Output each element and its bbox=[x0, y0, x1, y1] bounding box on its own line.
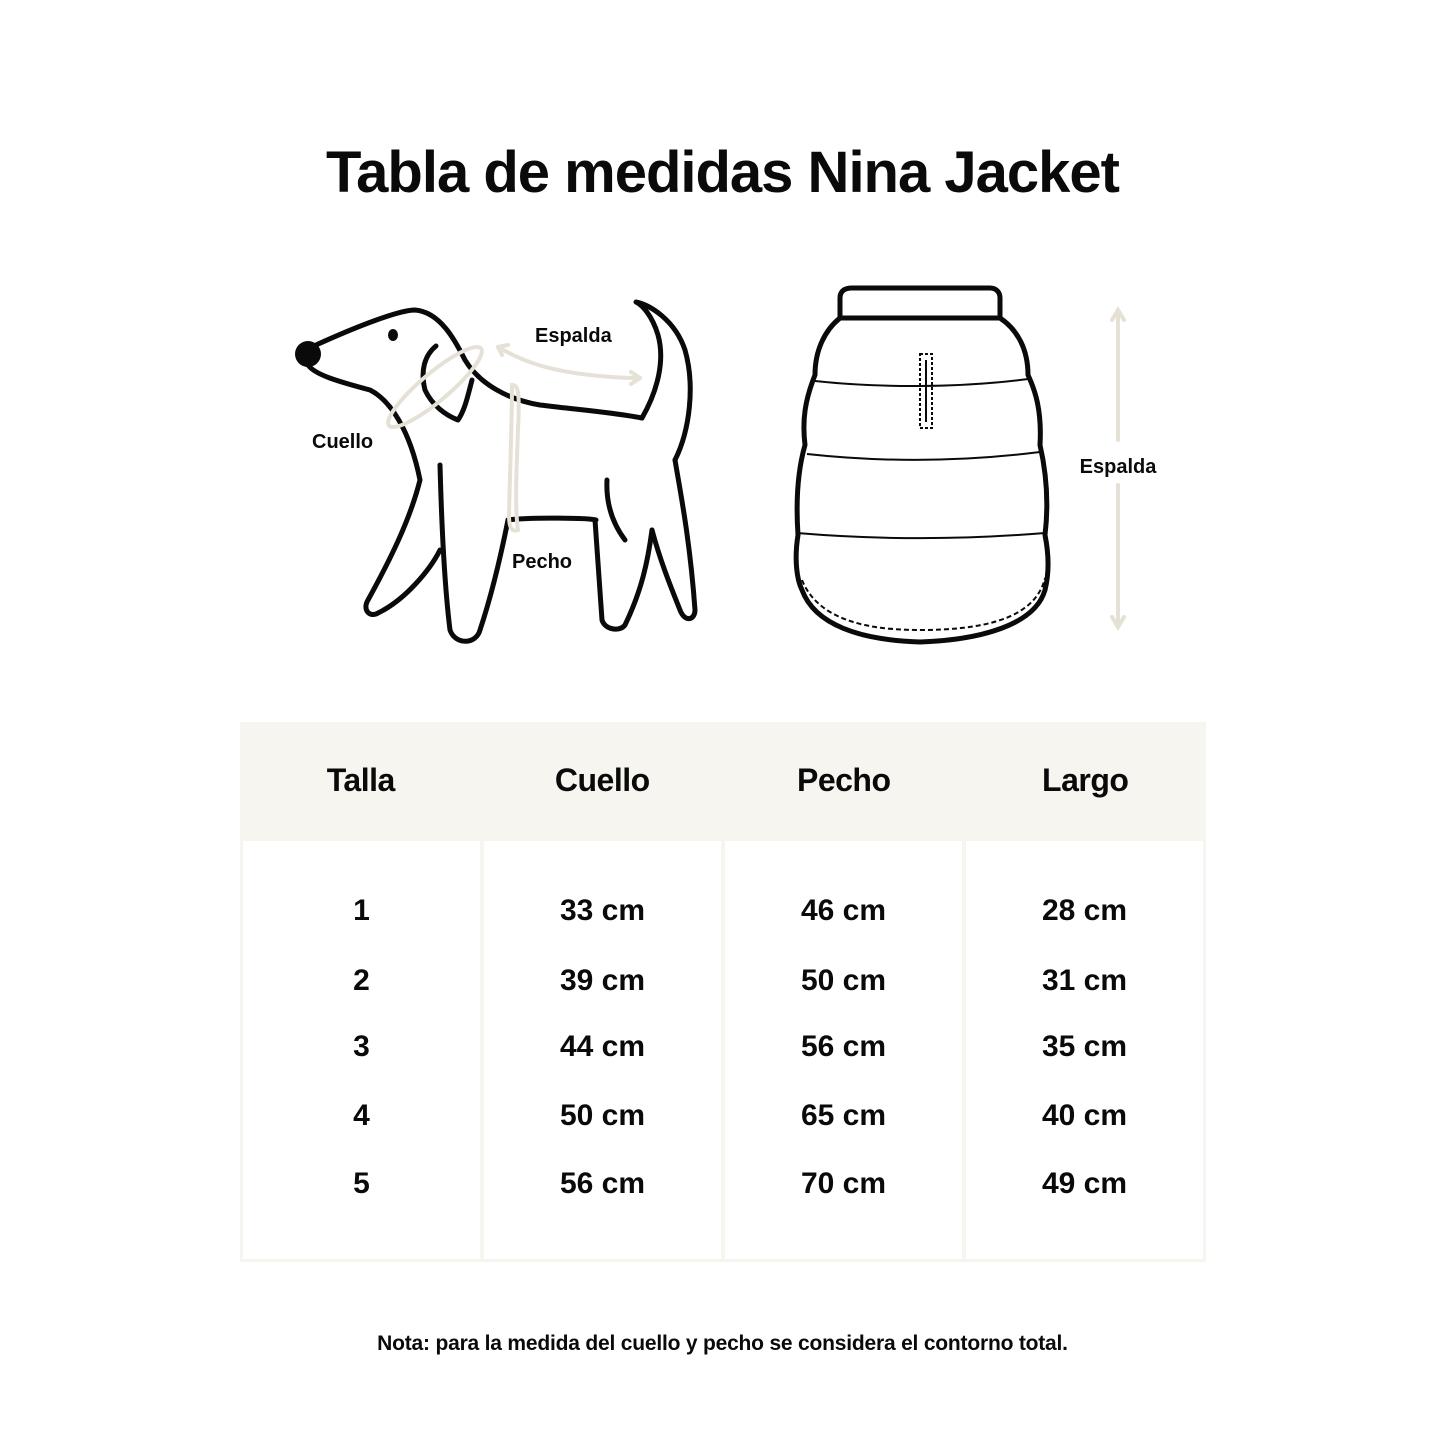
table-cell: 56 cm bbox=[559, 1167, 646, 1200]
dog-label-back: Espalda bbox=[535, 325, 612, 347]
table-cell: 50 cm bbox=[800, 964, 887, 997]
table-cell: 44 cm bbox=[559, 1030, 646, 1063]
table-body bbox=[243, 841, 1203, 1259]
table-cell: 5 bbox=[353, 1167, 370, 1200]
table-cell: 39 cm bbox=[559, 964, 646, 997]
dog-label-chest: Pecho bbox=[512, 551, 573, 573]
table-cell: 3 bbox=[353, 1030, 370, 1063]
table-cell: 28 cm bbox=[1041, 894, 1128, 927]
table-cell: 49 cm bbox=[1041, 1167, 1128, 1200]
column-size bbox=[243, 841, 480, 1259]
column-chest bbox=[725, 841, 962, 1259]
header-neck: Cuello bbox=[554, 761, 650, 798]
dog-label-neck: Cuello bbox=[312, 431, 374, 453]
header-length: Largo bbox=[1042, 761, 1129, 798]
column-neck bbox=[484, 841, 721, 1259]
table-cell: 40 cm bbox=[1041, 1099, 1128, 1132]
size-table bbox=[240, 722, 1206, 1262]
table-cell: 70 cm bbox=[800, 1167, 887, 1200]
jacket-label-back: Espalda bbox=[1079, 456, 1157, 478]
table-cell: 33 cm bbox=[559, 894, 646, 927]
header-chest: Pecho bbox=[796, 761, 891, 798]
table-cell: 31 cm bbox=[1041, 964, 1128, 997]
table-cell: 2 bbox=[353, 964, 370, 997]
table-cell: 1 bbox=[353, 894, 370, 927]
header-size: Talla bbox=[326, 761, 395, 798]
table-cell: 35 cm bbox=[1041, 1030, 1128, 1063]
jacket-measurement-illustration bbox=[780, 280, 1180, 660]
table-cell: 56 cm bbox=[800, 1030, 887, 1063]
table-cell: 50 cm bbox=[559, 1099, 646, 1132]
column-length bbox=[966, 841, 1203, 1259]
page-title: Tabla de medidas Nina Jacket bbox=[326, 140, 1119, 205]
table-header bbox=[240, 722, 1206, 838]
footnote: Nota: para la medida del cuello y pecho se considera el contorno total. bbox=[377, 1332, 1068, 1355]
table-cell: 4 bbox=[353, 1099, 370, 1132]
table-cell: 65 cm bbox=[800, 1099, 887, 1132]
table-cell: 46 cm bbox=[800, 894, 887, 927]
dog-measurement-illustration bbox=[280, 290, 720, 660]
